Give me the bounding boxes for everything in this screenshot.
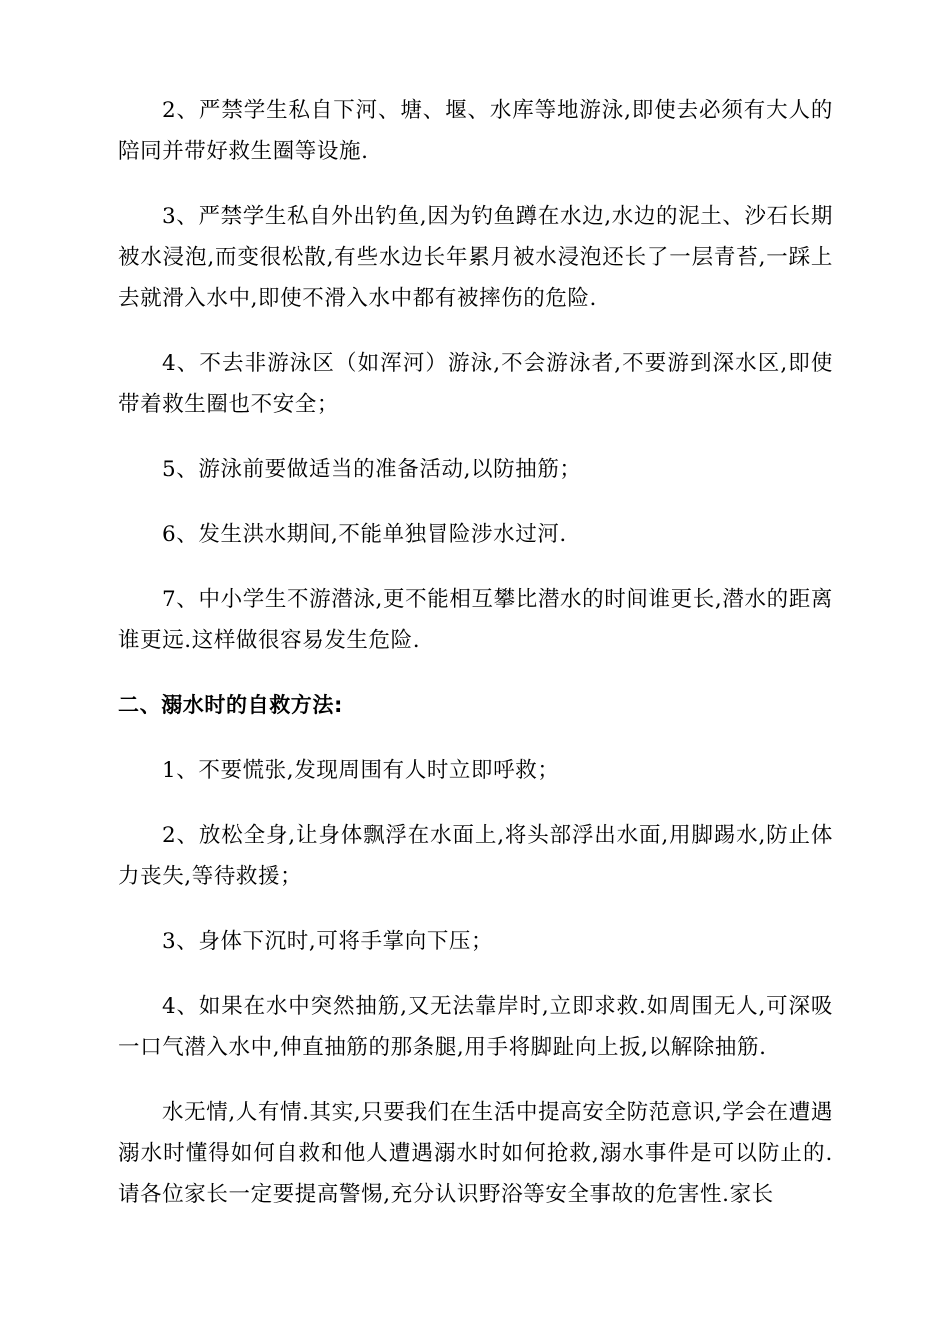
paragraph-rule-3: 3、严禁学生私自外出钓鱼,因为钓鱼蹲在水边,水边的泥土、沙石长期被水浸泡,而变很松散,有些水边长年累月被水浸泡还长了一层青苔,一踩上去就滑入水中,即使不滑入水中都有被摔伤的危险. xyxy=(118,204,833,311)
paragraph-self-rescue-3: 3、身体下沉时,可将手掌向下压； xyxy=(162,929,494,954)
paragraph-rule-5: 5、游泳前要做适当的准备活动,以防抽筋； xyxy=(162,457,582,482)
paragraph-closing: 水无情,人有情.其实,只要我们在生活中提高安全防范意识,学会在遭遇溺水时懂得如何自救和他人遭遇溺水时如何抢救,溺水事件是可以防止的.请各位家长一定要提高警惕,充分认识野浴等安全事故的危害性.家长 xyxy=(118,1100,833,1207)
paragraph-rule-4: 4、不去非游泳区（如浑河）游泳,不会游泳者,不要游到深水区,即使带着救生圈也不安全； xyxy=(118,351,833,417)
paragraph-self-rescue-1: 1、不要慌张,发现周围有人时立即呼救； xyxy=(162,758,560,783)
paragraph-rule-2: 2、严禁学生私自下河、塘、堰、水库等地游泳,即使去必须有大人的陪同并带好救生圈等设施. xyxy=(118,98,833,164)
paragraph-rule-7: 7、中小学生不游潜泳,更不能相互攀比潜水的时间谁更长,潜水的距离谁更远.这样做很容易发生危险. xyxy=(118,587,833,653)
paragraph-rule-6: 6、发生洪水期间,不能单独冒险涉水过河. xyxy=(162,522,567,547)
paragraph-self-rescue-4: 4、如果在水中突然抽筋,又无法靠岸时,立即求救.如周围无人,可深吸一口气潜入水中,伸直抽筋的那条腿,用手将脚趾向上扳,以解除抽筋. xyxy=(118,994,833,1060)
paragraph-self-rescue-2: 2、放松全身,让身体飘浮在水面上,将头部浮出水面,用脚踢水,防止体力丧失,等待救援； xyxy=(118,823,833,889)
document-body xyxy=(118,90,833,1239)
section-heading: 二、溺水时的自救方法: xyxy=(118,693,343,717)
